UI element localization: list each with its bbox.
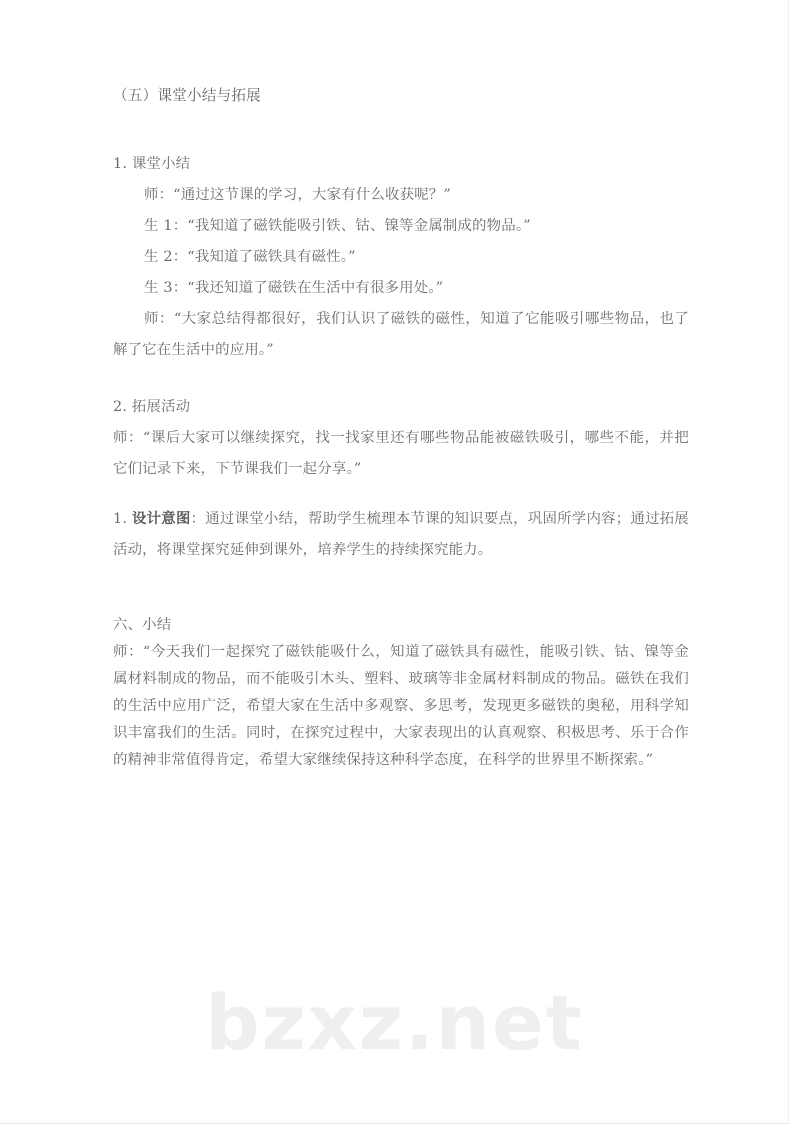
dialogue-line-student-3: 生 3：“我还知道了磁铁在生活中有很多用处。” <box>144 280 444 296</box>
site-watermark: bzxz.net <box>205 978 584 1067</box>
subsection-1-title: 1. 课堂小结 <box>113 156 191 172</box>
subsection-2-title: 2. 拓展活动 <box>113 399 191 415</box>
document-text-column <box>113 80 689 774</box>
spacer <box>113 485 689 503</box>
subsection-2-body: 师：“课后大家可以继续探究，找一找家里还有哪些物品能被磁铁吸引，哪些不能，并把它们记录下来，下节课我们一起分享。” <box>113 430 689 477</box>
summary-section <box>113 612 689 774</box>
section-heading: （五）课堂小结与拓展 <box>113 87 261 104</box>
dialogue-line-student-1: 生 1：“我知道了磁铁能吸引铁、钴、镍等金属制成的物品。” <box>144 218 531 234</box>
spacer <box>113 566 689 612</box>
spacer <box>113 366 689 392</box>
design-intent-paragraph <box>113 503 689 566</box>
dialogue-line-student-2: 生 2：“我知道了磁铁具有磁性。” <box>144 249 356 265</box>
dialogue-line-teacher-question: 师：“通过这节课的学习，大家有什么收获呢？” <box>144 187 451 203</box>
summary-section-body: 师：“今天我们一起探究了磁铁能吸什么，知道了磁铁具有磁性，能吸引铁、钴、镍等金属材料制成的物品，而不能吸引木头、塑料、玻璃等非金属材料制成的物品。磁铁在我们的生活中应用广泛，希望大家在生活中多观察、多思考，发现更多磁铁的奥秘，用科学知识丰富我们的生活。同时，在探究过程中，大家表现出的认真观察、积极思考、乐于合作的精神非常值得肯定，希望大家继续保持这种科学态度，在科学的世界里不断探索。” <box>113 644 689 768</box>
design-intent-body: 通过课堂小结，帮助学生梳理本节课的知识要点，巩固所学内容；通过拓展活动，将课堂探究延伸到课外，培养学生的持续探究能力。 <box>113 511 690 558</box>
design-intent-separator: ： <box>190 511 206 527</box>
summary-section-title: 六、小结 <box>113 617 172 633</box>
design-intent-label: 设计意图 <box>131 510 191 527</box>
design-intent-number: 1. <box>113 511 132 527</box>
dialogue-line-teacher-summary: 师：“大家总结得都很好，我们认识了磁铁的磁性，知道了它能吸引哪些物品，也了解了它在生活中的应用。” <box>113 311 689 358</box>
spacer <box>113 111 689 149</box>
